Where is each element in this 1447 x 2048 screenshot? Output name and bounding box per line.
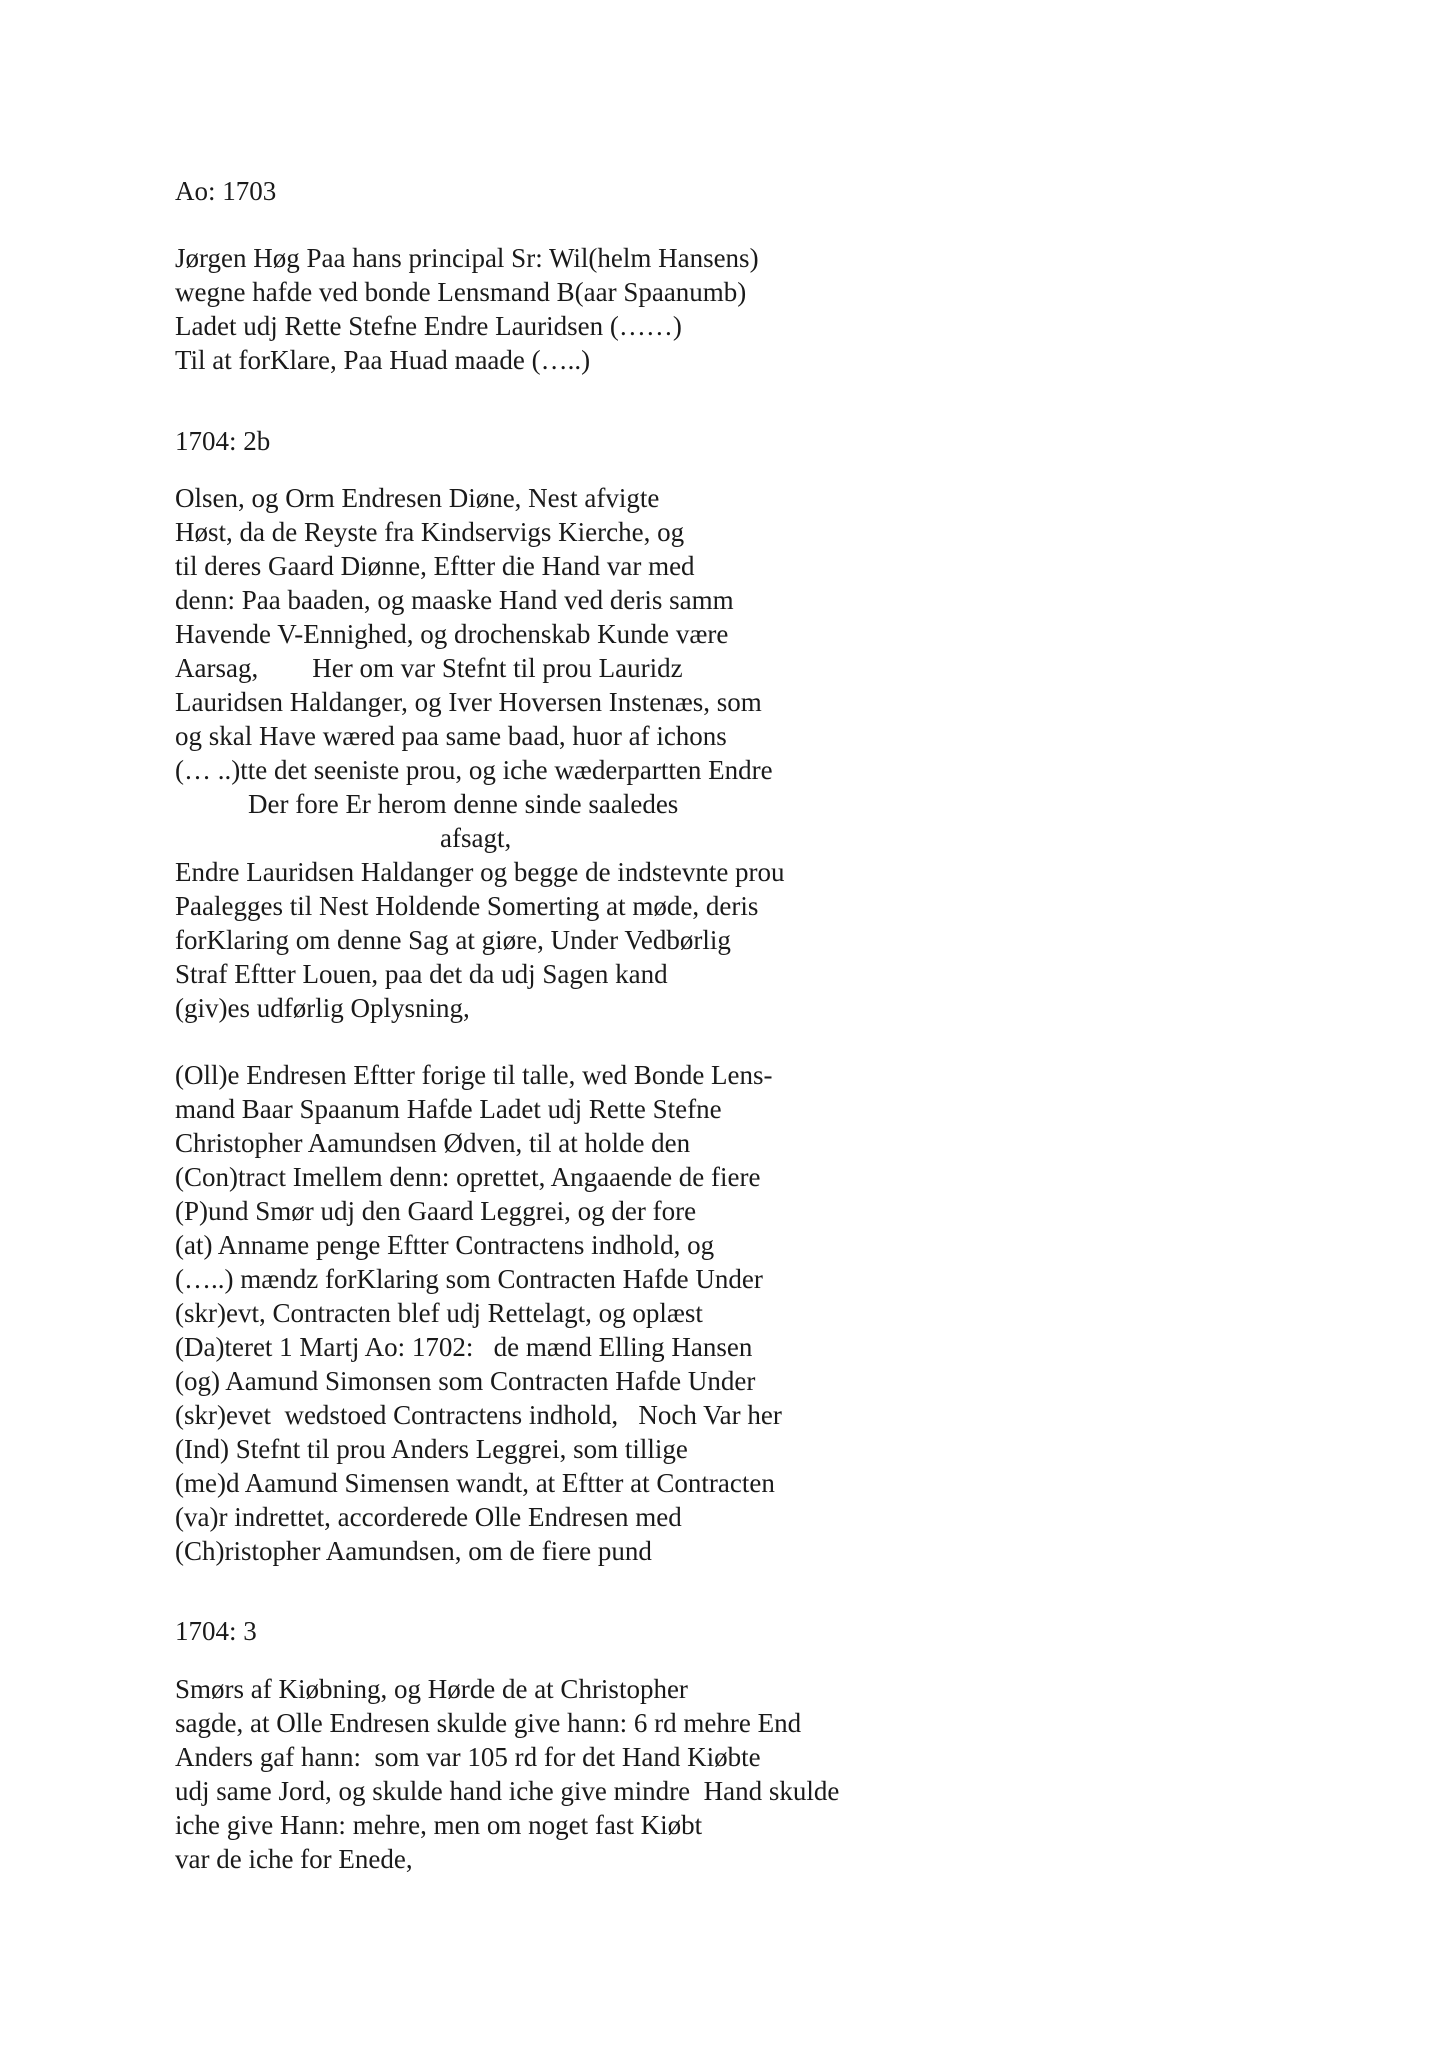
text-line: Olsen, og Orm Endresen Diøne, Nest afvigte [175, 483, 660, 513]
text-line: (Ind) Stefnt til prou Anders Leggrei, som tillige [175, 1434, 688, 1464]
text-line: (skr)evet wedstoed Contractens indhold, Noch Var her [175, 1400, 782, 1430]
heading-1703: Ao: 1703 [175, 176, 277, 206]
verdict-line: Der fore Er herom denne sinde saaledes [248, 789, 679, 819]
text-line: (Con)tract Imellem denn: oprettet, Angaaende de fiere [175, 1162, 761, 1192]
text-line: (…..) mændz forKlaring som Contracten Hafde Under [175, 1264, 763, 1294]
text-line: Smørs af Kiøbning, og Hørde de at Christopher [175, 1674, 688, 1704]
text-line: (me)d Aamund Simensen wandt, at Eftter at Contracten [175, 1468, 775, 1498]
text-line: Endre Lauridsen Haldanger og begge de indstevnte prou [175, 857, 785, 887]
text-line: Aarsag, Her om var Stefnt til prou Lauridz [175, 653, 683, 683]
text-line: denn: Paa baaden, og maaske Hand ved deris samm [175, 585, 734, 615]
text-line: (giv)es udførlig Oplysning, [175, 993, 470, 1023]
text-line: Straf Eftter Louen, paa det da udj Sagen kand [175, 959, 668, 989]
heading-1704-3: 1704: 3 [175, 1616, 257, 1646]
text-line: (skr)evt, Contracten blef udj Rettelagt, og oplæst [175, 1298, 703, 1328]
text-line: Til at forKlare, Paa Huad maade (…..) [175, 345, 591, 375]
text-line: iche give Hann: mehre, men om noget fast Kiøbt [175, 1810, 703, 1840]
text-line: mand Baar Spaanum Hafde Ladet udj Rette Stefne [175, 1094, 722, 1124]
text-line: sagde, at Olle Endresen skulde give hann: 6 rd mehre End [175, 1708, 802, 1738]
heading-1704-2b: 1704: 2b [175, 426, 271, 456]
text-line: Lauridsen Haldanger, og Iver Hoversen Instenæs, som [175, 687, 762, 717]
text-line: (P)und Smør udj den Gaard Leggrei, og der fore [175, 1196, 697, 1226]
text-line: Havende V-Ennighed, og drochenskab Kunde være [175, 619, 729, 649]
text-line: (… ..)tte det seeniste prou, og iche wæderpartten Endre [175, 755, 773, 785]
text-line: udj same Jord, og skulde hand iche give mindre Hand skulde [175, 1776, 840, 1806]
text-line: Jørgen Høg Paa hans principal Sr: Wil(helm Hansens) [175, 243, 759, 273]
text-line: wegne hafde ved bonde Lensmand B(aar Spaanumb) [175, 277, 747, 307]
text-line: Ladet udj Rette Stefne Endre Lauridsen (……) [175, 311, 682, 341]
verdict-afsagt: afsagt, [440, 823, 512, 853]
text-line: (og) Aamund Simonsen som Contracten Hafde Under [175, 1366, 756, 1396]
text-line: (at) Anname penge Eftter Contractens indhold, og [175, 1230, 715, 1260]
text-line: Christopher Aamundsen Ødven, til at holde den [175, 1128, 691, 1158]
text-line: (va)r indrettet, accorderede Olle Endresen med [175, 1502, 682, 1532]
text-line: var de iche for Enede, [175, 1844, 413, 1874]
text-line: Paalegges til Nest Holdende Somerting at møde, deris [175, 891, 759, 921]
text-line: til deres Gaard Diønne, Eftter die Hand var med [175, 551, 695, 581]
text-line: forKlaring om denne Sag at giøre, Under Vedbørlig [175, 925, 731, 955]
text-line: (Da)teret 1 Martj Ao: 1702: de mænd Elling Hansen [175, 1332, 753, 1362]
text-line: Høst, da de Reyste fra Kindservigs Kierche, og [175, 517, 685, 547]
text-line: Anders gaf hann: som var 105 rd for det Hand Kiøbte [175, 1742, 761, 1772]
text-line: (Ch)ristopher Aamundsen, om de fiere pund [175, 1536, 652, 1566]
text-line: og skal Have wæred paa same baad, huor af ichons [175, 721, 727, 751]
text-line: (Oll)e Endresen Eftter forige til talle, wed Bonde Lens- [175, 1060, 773, 1090]
